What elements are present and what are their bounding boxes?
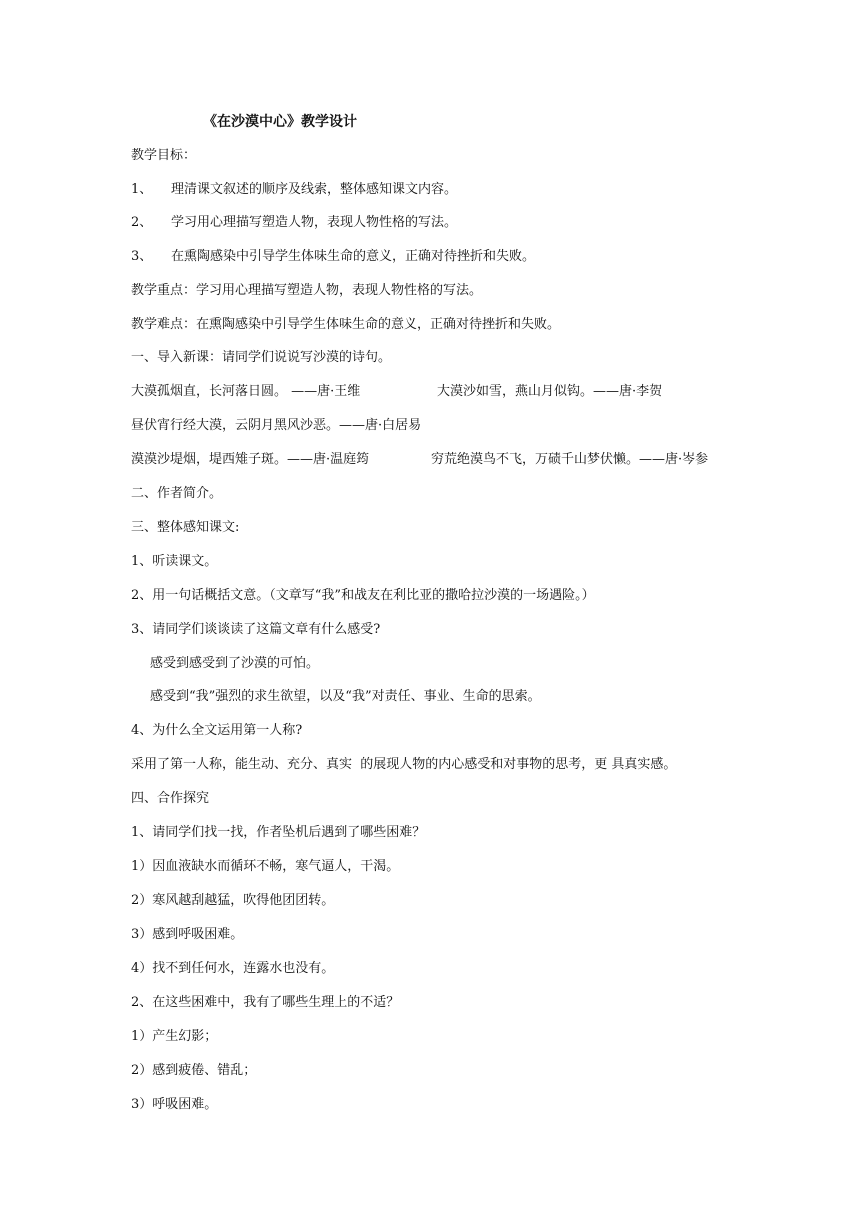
poem-line: 大漠孤烟直，长河落日圆。 ——唐·王维 — [131, 384, 361, 399]
feeling-line: 感受到感受到了沙漠的可怕。 — [150, 656, 320, 671]
key-point: 教学重点：学习用心理描写塑造人物，表现人物性格的写法。 — [131, 283, 483, 298]
answer-line: 2）感到疲倦、错乱； — [131, 1063, 257, 1078]
difficult-point: 教学难点：在熏陶感染中引导学生体味生命的意义，正确对待挫折和失败。 — [131, 317, 561, 332]
poem-line: 大漠沙如雪，燕山月似钩。——唐·李贺 — [437, 384, 663, 399]
objective-number: 1、 — [131, 182, 153, 197]
poem-line: 穷荒绝漠鸟不飞，万碛千山梦伏懒。——唐·岑参 — [431, 452, 709, 467]
section-heading: 二、作者简介。 — [131, 486, 223, 501]
answer-line: 2）寒风越刮越猛，吹得他团团转。 — [131, 893, 335, 908]
answer-line: 1）产生幻影； — [131, 1029, 218, 1044]
objective-number: 2、 — [131, 215, 153, 230]
objectives-label: 教学目标： — [131, 148, 197, 163]
section-heading: 三、整体感知课文: — [131, 520, 240, 535]
list-item: 4、为什么全文运用第一人称? — [131, 723, 303, 738]
answer-line: 1）因血液缺水而循环不畅，寒气逼人，干渴。 — [131, 859, 400, 874]
objective-text: 学习用心理描写塑造人物，表现人物性格的写法。 — [171, 215, 458, 230]
answer-line: 3）呼吸困难。 — [131, 1097, 218, 1112]
answer-line: 4）找不到任何水，连露水也没有。 — [131, 961, 335, 976]
answer-line: 采用了第一人称，能生动、充分、真实 的展现人物的内心感受和对事物的思考，更 具真实感。 — [131, 757, 677, 772]
list-item: 2、用一句话概括文意。（文章写“我”和战友在利比亚的撒哈拉沙漠的一场遇险。） — [131, 588, 595, 603]
feeling-line: 感受到“我”强烈的求生欲望，以及“我”对责任、事业、生命的思索。 — [150, 689, 541, 704]
poem-line: 昼伏宵行经大漠，云阴月黑风沙恶。——唐·白居易 — [131, 418, 422, 433]
answer-line: 3）感到呼吸困难。 — [131, 927, 244, 942]
list-item: 3、请同学们谈谈读了这篇文章有什么感受? — [131, 622, 381, 637]
list-item: 1、听读课文。 — [131, 554, 218, 569]
document-title: 《在沙漠中心》教学设计 — [203, 114, 357, 130]
objective-text: 理清课文叙述的顺序及线索，整体感知课文内容。 — [171, 182, 458, 197]
poem-line: 漠漠沙堤烟，堤西雉子斑。——唐·温庭筠 — [131, 452, 370, 467]
section-heading: 四、合作探究 — [131, 791, 210, 806]
question-line: 2、在这些困难中，我有了哪些生理上的不适？ — [131, 995, 400, 1010]
question-line: 1、请同学们找一找，作者坠机后遇到了哪些困难？ — [131, 825, 426, 840]
section-heading: 一、导入新课：请同学们说说写沙漠的诗句。 — [131, 350, 392, 365]
objective-text: 在熏陶感染中引导学生体味生命的意义，正确对待挫折和失败。 — [171, 249, 536, 264]
objective-number: 3、 — [131, 249, 153, 264]
